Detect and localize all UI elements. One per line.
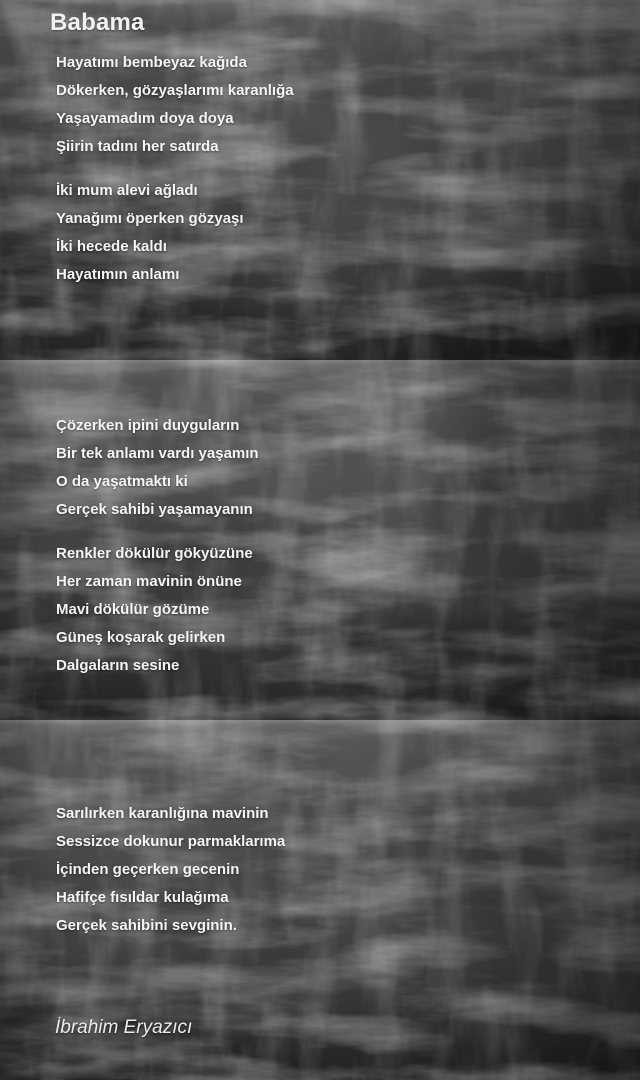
- poem-line: Yaşayamadım doya doya: [56, 110, 234, 127]
- poem-line: Sarılırken karanlığına mavinin: [56, 805, 269, 822]
- poem-line: Bir tek anlamı vardı yaşamın: [56, 445, 259, 462]
- poem-line: Dalgaların sesine: [56, 657, 180, 674]
- poem-line: Yanağımı öperken gözyaşı: [56, 210, 244, 227]
- poem-line: Hafifçe fısıldar kulağıma: [56, 889, 229, 906]
- poem-line: Hayatımın anlamı: [56, 266, 180, 283]
- stanza-4: [56, 540, 253, 680]
- poem-line: Renkler dökülür gökyüzüne: [56, 545, 253, 562]
- poem-line: İki hecede kaldı: [56, 238, 167, 255]
- poem-line: İki mum alevi ağladı: [56, 182, 198, 199]
- poem-line: Hayatımı bembeyaz kağıda: [56, 54, 247, 71]
- stanza-3: [56, 412, 259, 524]
- poem-line: Gerçek sahibini sevginin.: [56, 917, 237, 934]
- stanza-5: [56, 800, 285, 940]
- stanza-1: [56, 49, 294, 161]
- poem-author: İbrahim Eryazıcı: [55, 1017, 193, 1038]
- poem-line: O da yaşatmaktı ki: [56, 473, 188, 490]
- poem-line: Çözerken ipini duyguların: [56, 417, 240, 434]
- poem-line: Mavi dökülür gözüme: [56, 601, 210, 618]
- poem-line: Her zaman mavinin önüne: [56, 573, 242, 590]
- poem-line: Şiirin tadını her satırda: [56, 138, 219, 155]
- poem-line: Güneş koşarak gelirken: [56, 629, 226, 646]
- poem-line: Sessizce dokunur parmaklarıma: [56, 833, 286, 850]
- stanza-2: [56, 177, 244, 289]
- poem-title: Babama: [50, 9, 145, 36]
- poem-line: Gerçek sahibi yaşamayanın: [56, 501, 253, 518]
- poem-line: Dökerken, gözyaşlarımı karanlığa: [56, 82, 294, 99]
- poem-line: İçinden geçerken gecenin: [56, 861, 240, 878]
